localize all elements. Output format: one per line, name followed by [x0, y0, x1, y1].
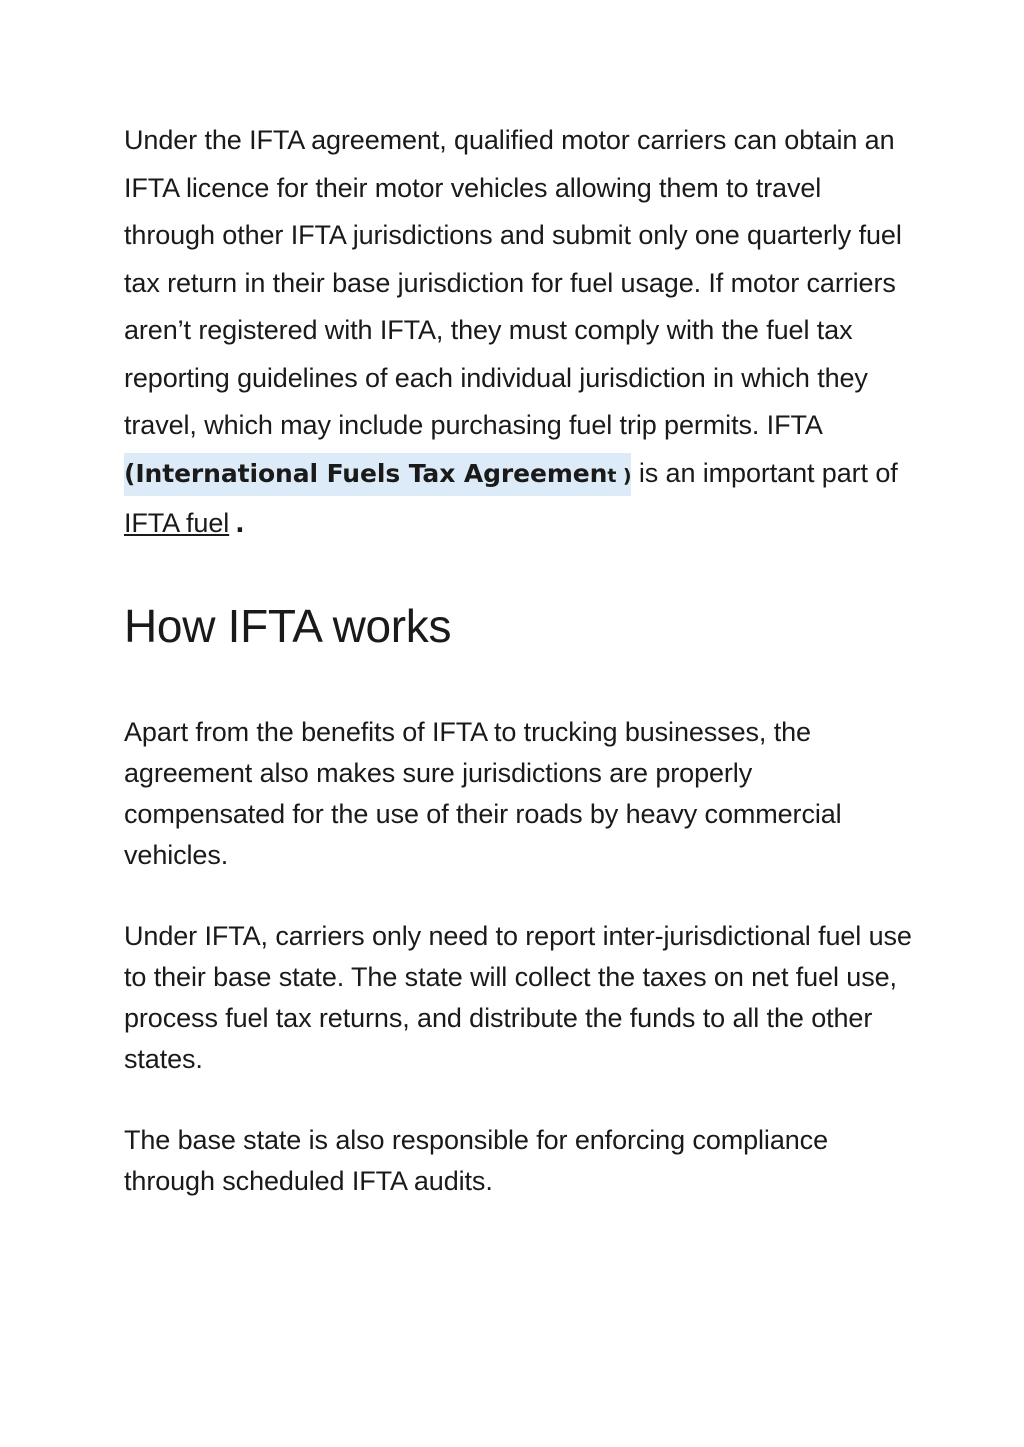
highlighted-term-main: (International Fuels Tax Agreemen — [124, 458, 608, 488]
intro-text-middle: is an important part of — [631, 457, 898, 488]
highlighted-term — [124, 453, 631, 496]
section-heading: How IFTA works — [124, 599, 452, 652]
end-mark: . — [235, 509, 245, 538]
ifta-fuel-link[interactable]: IFTA fuel — [124, 508, 230, 538]
intro-text: Under the IFTA agreement, qualified motor carriers can obtain an IFTA licence for their motor vehicles allowing them to travel through other IFTA jurisdictions and submit only one quarterly fuel tax return in their base jurisdiction for fuel usage. If motor carriers aren’t registered with IFTA, they must comply with the fuel tax reporting guidelines of each individual jurisdiction in which they travel, which may include purchasing fuel trip permits. IFTA — [124, 125, 902, 440]
body-paragraph-1: Apart from the benefits of IFTA to trucking businesses, the agreement also makes sure jurisdictions are properly compensated for the use of their roads by heavy commercial vehicles. — [124, 716, 842, 870]
highlighted-term-end: t ) — [607, 464, 632, 487]
body-paragraph-3: The base state is also responsible for enforcing compliance through scheduled IFTA audits. — [124, 1124, 828, 1196]
document-page — [124, 117, 914, 1202]
intro-paragraph — [124, 117, 914, 548]
body-paragraph-2: Under IFTA, carriers only need to report inter-jurisdictional fuel use to their base state. The state will collect the taxes on net fuel use, process fuel tax returns, and distribute the funds to all the other states. — [124, 920, 912, 1074]
